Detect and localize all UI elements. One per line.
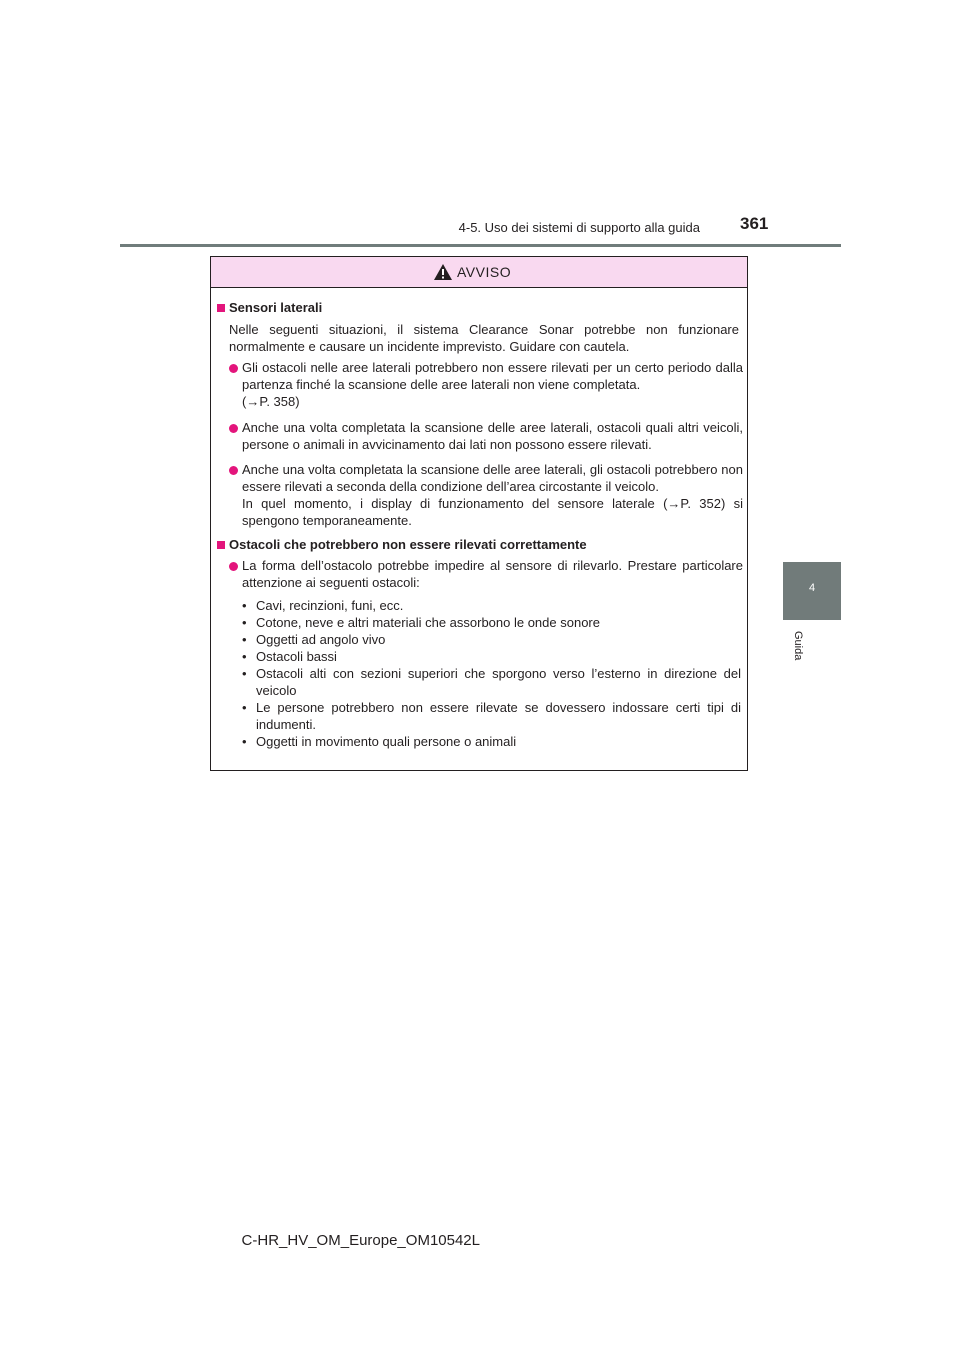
obstacle-item: Oggetti in movimento quali persone o animali [256,734,517,749]
bullet-dot-icon [229,424,238,433]
chapter-tab [783,562,841,620]
bullet-point: • [242,700,247,715]
bullet-point: • [242,666,247,681]
document-code: C-HR_HV_OM_Europe_OM10542L [241,1232,480,1249]
section-header: 4-5. Uso dei sistemi di supporto alla guida [458,220,700,235]
bullet-point: • [242,598,247,613]
bullet-point: • [242,649,247,664]
chapter-label: Guida [792,631,804,661]
list-item: La forma dell’ostacolo potrebbe impedire al sensore di rilevarlo. Prestare particolare attenzione ai seguenti ostacoli: [242,558,743,590]
obstacle-item: Cavi, recinzioni, funi, ecc. [256,598,404,613]
bullet-dot-icon [229,562,238,571]
section-marker-icon [217,304,225,312]
section-heading-obstacles: Ostacoli che potrebbero non essere rilevati correttamente [229,537,587,552]
page-reference: (→P. 358) [242,394,300,409]
obstacle-item: Ostacoli alti con sezioni superiori che sporgono verso l’esterno in direzione del veicolo [256,666,741,698]
page-number: 361 [740,214,769,233]
bullet-dot-icon [229,466,238,475]
chapter-number: 4 [808,582,816,594]
warning-triangle-icon [433,263,453,281]
bullet-point: • [242,632,247,647]
header-divider [120,244,841,247]
list-item: Anche una volta completata la scansione delle aree laterali, gli ostacoli potrebbero non essere rilevati a seconda della condizione dell’area circostante il veicolo. [242,462,743,494]
bullet-dot-icon [229,364,238,373]
warning-box [210,256,748,771]
warning-header [211,257,747,288]
obstacle-item: Oggetti ad angolo vivo [256,632,386,647]
list-item: Gli ostacoli nelle aree laterali potrebbero non essere rilevati per un certo periodo dalla partenza finché la scansione delle aree laterali non viene completata. [242,360,743,392]
obstacle-item: Ostacoli bassi [256,649,337,664]
warning-title: AVVISO [457,264,512,280]
bullet-point: • [242,734,247,749]
section-intro: Nelle seguenti situazioni, il sistema Clearance Sonar potrebbe non funzionare normalmente e causare un incidente imprevisto. Guidare con cautela. [229,322,739,354]
section-heading-side-sensors: Sensori laterali [229,300,323,315]
section-marker-icon [217,541,225,549]
list-item-continuation: In quel momento, i display di funzionamento del sensore laterale (→P. 352) si spengono temporaneamente. [242,496,743,528]
bullet-point: • [242,615,247,630]
obstacle-item: Cotone, neve e altri materiali che assorbono le onde sonore [256,615,600,630]
obstacle-item: Le persone potrebbero non essere rilevate se dovessero indossare certi tipi di indumenti. [256,700,741,732]
list-item: Anche una volta completata la scansione delle aree laterali, ostacoli quali altri veicoli, persone o animali in avvicinamento dai lati non possono essere rilevati. [242,420,743,452]
